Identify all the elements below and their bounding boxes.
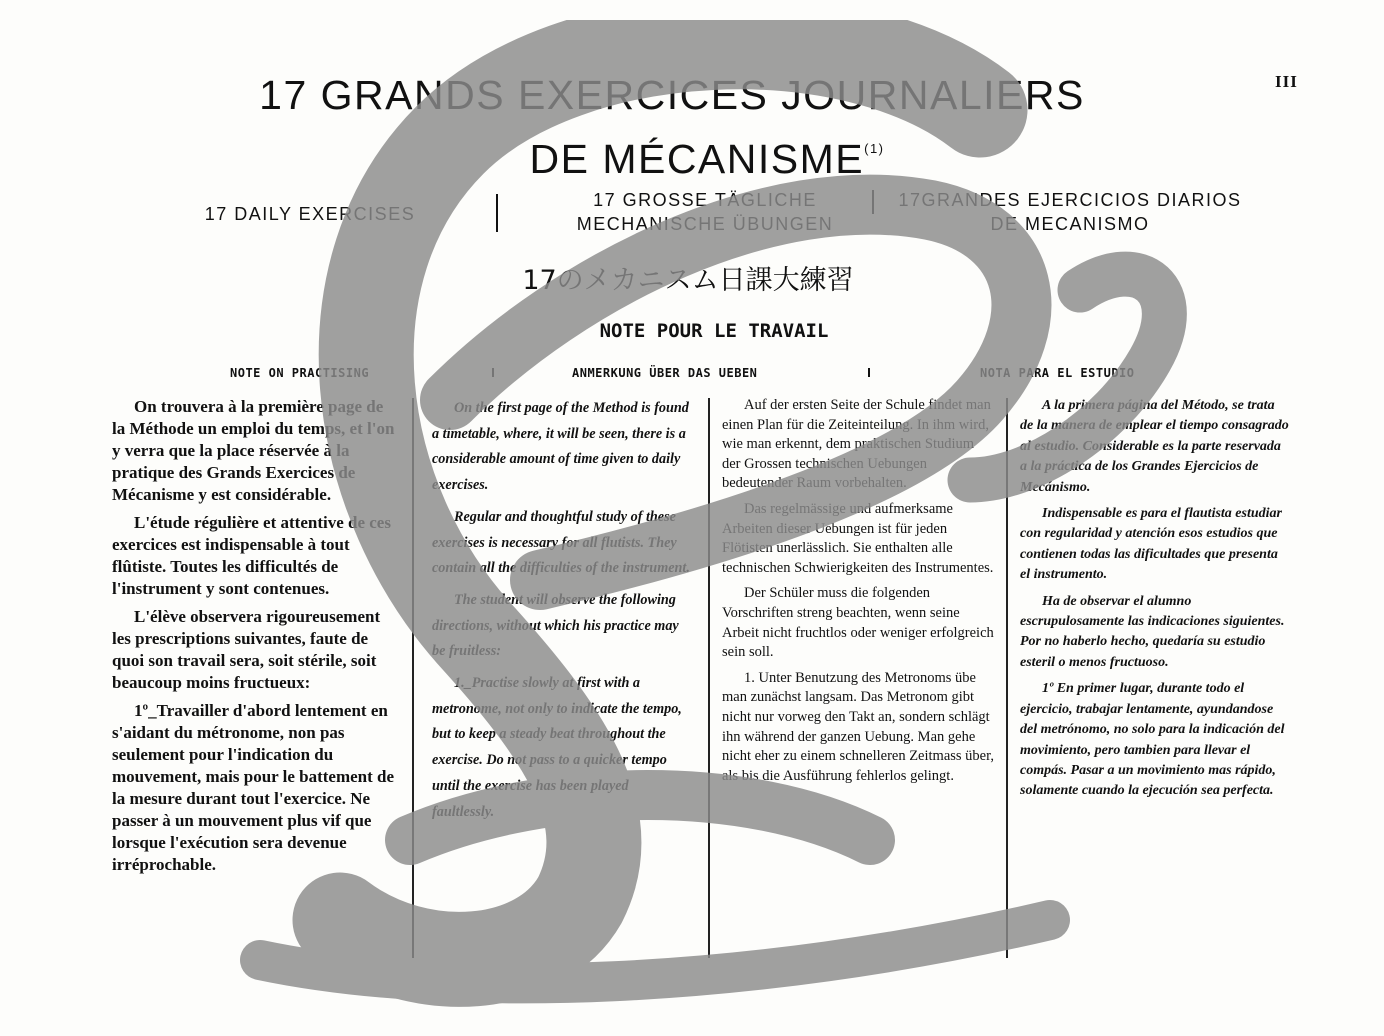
column-english (432, 396, 694, 831)
paragraph: L'élève observera rigoureusement les prescriptions suivantes, faute de quoi son travail sera, soit stérile, soit beaucoup moins fructueux: (112, 607, 381, 692)
paragraph: The student will observe the following directions, without which his practice may be fruitless: (432, 591, 679, 660)
japanese-title: 17のメカニスム日課大練習 (522, 265, 854, 296)
main-title (0, 68, 1384, 186)
subtitle-spanish-line1: 17GRANDES EJERCICIOS DIARIOS (898, 190, 1242, 210)
subtitle-spanish (880, 188, 1260, 236)
paragraph: Ha de observar el alumno escrupulosamente las indicaciones siguientes. Por no haberlo hecho, quedaría su estudio esteril o menos fructuoso. (1020, 593, 1285, 670)
paragraph: On the first page of the Method is found a timetable, where, it will be seen, there is a considerable amount of time given to daily exercises. (432, 400, 689, 494)
subtitle-divider (872, 190, 874, 214)
column-divider (412, 398, 414, 958)
column-german (722, 396, 994, 792)
paragraph: Der Schüler muss die folgenden Vorschriften streng beachten, wenn seine Arbeit nicht fruchtlos oder weniger erfolgreich sein soll. (722, 585, 994, 661)
heading-english: NOTE ON PRACTISING (230, 366, 370, 380)
paragraph: 1º_Travailler d'abord lentement en s'aidant du métronome, non pas seulement pour l'indication du mouvement, mais pour le battement de la mesure durant tout l'exercice. Ne passer à un mouvement plus vif que lorsque l'exécution sera devenue irréprochable. (112, 701, 395, 874)
main-title-line1: 17 GRANDS EXERCICES JOURNALIERS (259, 72, 1085, 118)
column-divider (708, 398, 710, 958)
paragraph: Das regelmässige und aufmerksame Arbeiten dieser Uebungen ist für jeden Flötisten unerlässlich. Sie enthalten alle technischen Schwierigkeiten des Instrumentes. (722, 500, 994, 576)
paragraph: L'étude régulière et attentive de ces exercices est indispensable à tout flûtiste. Toutes les difficultés de l'instrument y sont contenues. (112, 513, 391, 598)
paragraph: Regular and thoughtful study of these exercises is necessary for all flutists. They contain all the difficulties of the instrument. (432, 508, 690, 577)
paragraph: Auf der ersten Seite der Schule findet man einen Plan für die Zeiteinteilung. In ihm wird, wie man erkennt, dem praktischen Studium der Grossen technischen Uebungen bedeutender Raum vorbehalten. (722, 397, 991, 492)
main-title-line2-text: DE MÉCANISME (529, 136, 865, 182)
subtitle-spanish-line2: DE MECANISMO (990, 214, 1150, 234)
subtitle-english: 17 DAILY EXERCISES (204, 204, 416, 224)
heading-divider (868, 368, 870, 377)
column-spanish (1020, 396, 1290, 808)
subtitle-german-line1: 17 GROSSE TÄGLICHE (593, 190, 817, 210)
paragraph: A la primera página del Método, se trata de la manera de emplear el tiempo consagrado al estudio. Considerable es la parte reservada a la práctica de los Grandes Ejercicios de Mecánismo. (1020, 398, 1289, 495)
heading-divider (492, 368, 494, 377)
subtitle-german (520, 188, 890, 236)
page-number: III (1275, 72, 1298, 91)
note-title: NOTE POUR LE TRAVAIL (599, 320, 829, 342)
subtitle-german-line2: MECHANISCHE ÜBUNGEN (576, 214, 834, 234)
footnote-mark: (1) (864, 141, 885, 156)
column-french (112, 396, 400, 882)
paragraph: 1º En primer lugar, durante todo el ejercicio, trabajar lentamente, ayundandose del metrónomo, no solo para la indicación del movimiento, pero tambien para llevar el compás. Pasar a un movimiento mas rápido, solamente cuando la ejecución sea perfecta. (1020, 681, 1285, 799)
heading-spanish: NOTA PARA EL ESTUDIO (980, 366, 1135, 380)
paragraph: 1._Practise slowly at first with a metronome, not only to indicate the tempo, but to keep a steady beat throughout the exercise. Do not pass to a quicker tempo until the exercise has been played faultlessly. (432, 675, 682, 820)
paragraph: Indispensable es para el flautista estudiar con regularidad y atención esos estudios que contienen todas las dificultades que presenta el instrumento. (1020, 506, 1282, 583)
paragraph: On trouvera à la première page de la Méthode un emploi du temps, et l'on y verra que la place réservée à la pratique des Grands Exercices de Mécanisme y est considérable. (112, 397, 395, 504)
subtitle-divider (496, 194, 498, 232)
heading-german: ANMERKUNG ÜBER DAS UEBEN (572, 366, 758, 380)
subtitle-row (0, 188, 1384, 238)
paragraph: 1. Unter Benutzung des Metronoms übe man zunächst langsam. Das Metronom gibt nicht nur vorweg den Takt an, sondern schlägt ihn während der ganzen Uebung. Man gehe nicht eher zu einem schnelleren Zeitmass über, als bis die Ausführung fehlerlos gelingt. (722, 669, 994, 784)
column-divider (1006, 398, 1008, 958)
main-title-line2 (30, 122, 1384, 186)
